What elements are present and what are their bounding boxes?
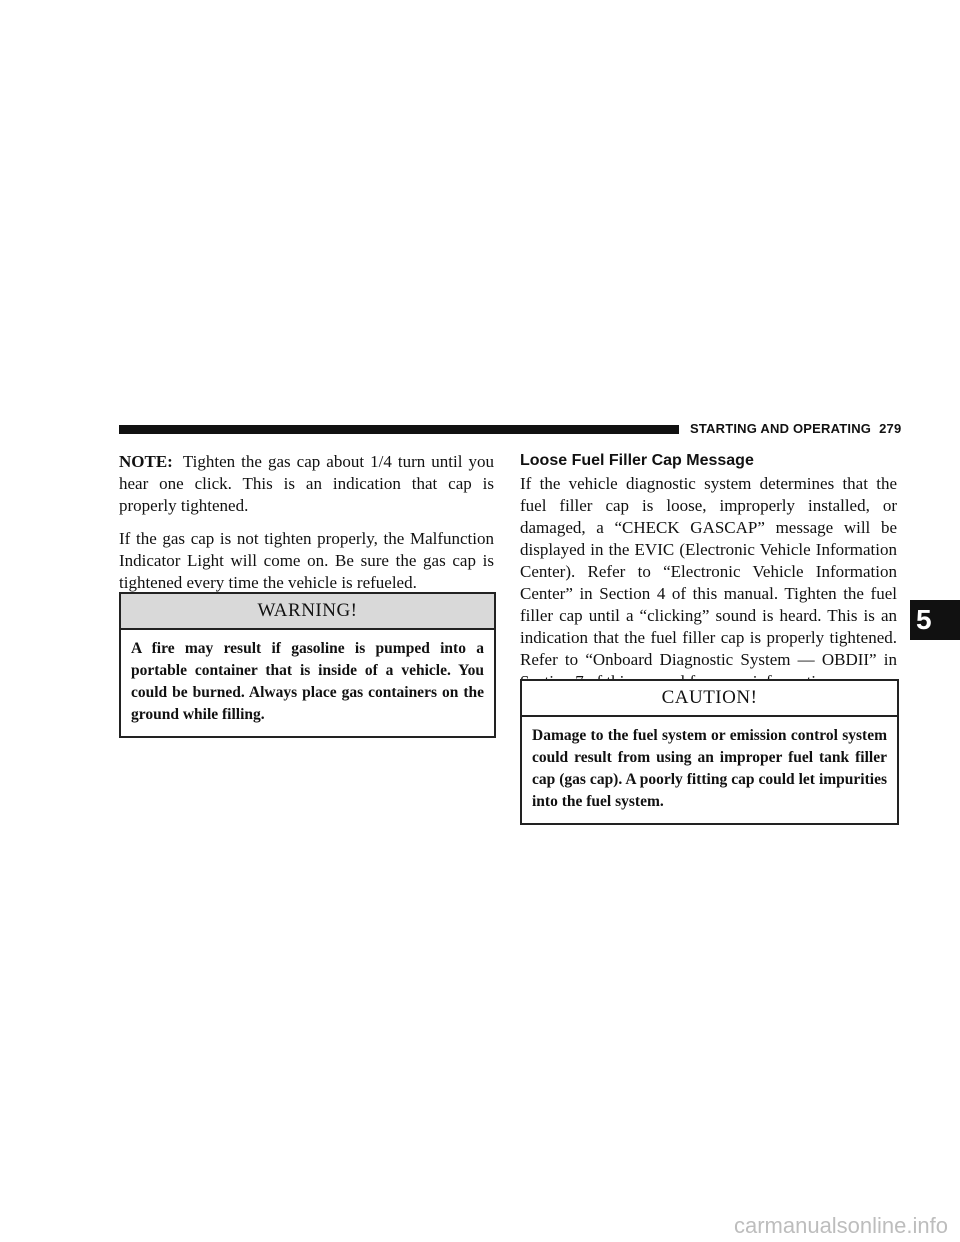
running-header: [690, 421, 901, 436]
note-text: Tighten the gas cap about 1/4 turn until you hear one click. This is an indication that cap is properly tightened.: [119, 452, 494, 515]
gas-cap-paragraph: If the gas cap is not tighten properly, the Malfunction Indicator Light will come on. Be sure the gas cap is tightened every time the vehicle is refueled.: [119, 529, 494, 592]
section-tab: 5: [910, 600, 960, 640]
caution-title: CAUTION!: [522, 681, 897, 717]
warning-box: [119, 592, 496, 738]
loose-cap-paragraph: If the vehicle diagnostic system determines that the fuel filler cap is loose, improperly installed, or damaged, a “CHECK GASCAP” message will be displayed in the EVIC (Electronic Vehicle Information Center). Refer to “Electronic Vehicle Information Center” in Section 4 of this manual. Tighten the fuel filler cap until a “clicking” sound is heard. This is an indication that the fuel filler cap is properly tightened. Refer to “Onboard Diagnostic System — OBDII” in: [520, 474, 897, 669]
note-paragraph: [119, 451, 494, 517]
note-label: NOTE:: [119, 452, 173, 471]
caution-body: Damage to the fuel system or emission control system could result from using an improper fuel tank filler cap (gas cap). A poorly fitting cap could let impurities into the fuel system.: [532, 727, 887, 810]
left-column: [119, 451, 494, 605]
page-number: 279: [879, 421, 902, 436]
header-rule: [119, 425, 679, 434]
header-title: STARTING AND OPERATING: [690, 421, 872, 436]
watermark: carmanualsonline.info: [733, 1213, 948, 1238]
caution-box: [520, 679, 899, 825]
warning-title: WARNING!: [121, 594, 494, 630]
section-heading: Loose Fuel Filler Cap Message: [520, 452, 754, 469]
right-column: [520, 451, 897, 704]
warning-body: A fire may result if gasoline is pumped into a portable container that is inside of a vehicle. You could be burned. Always place gas containers on the ground while filling.: [131, 640, 484, 723]
